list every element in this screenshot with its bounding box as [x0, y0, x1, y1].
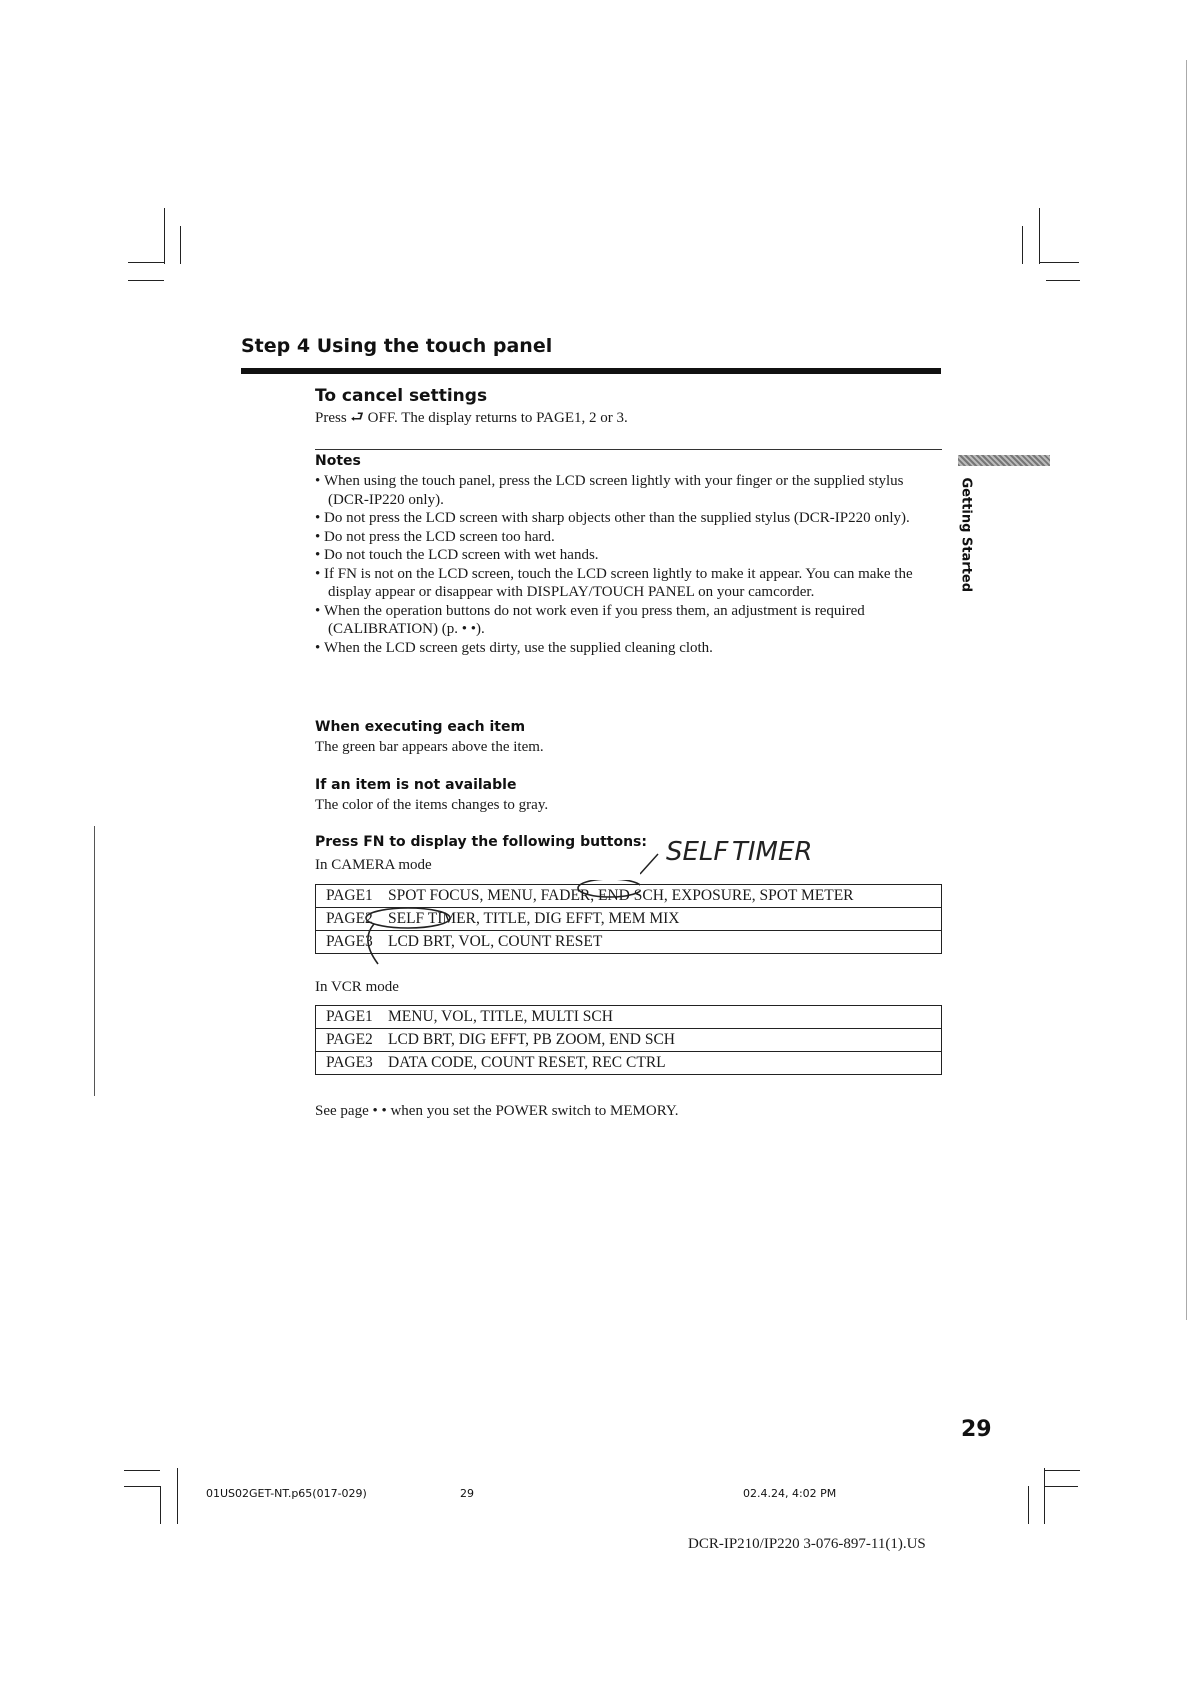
crop-mark-bottom-right-h: [1044, 1470, 1080, 1471]
page-number: 29: [961, 1417, 992, 1442]
notes-heading: Notes: [315, 453, 361, 469]
note-item: • If FN is not on the LCD screen, touch the LCD screen lightly to make it appear. You can make the display appear or disappear with DISPLAY/TOUCH PANEL on your camcorder.: [315, 565, 942, 602]
camera-mode-label: In CAMERA mode: [315, 857, 432, 873]
crop-mark-bottom-right-h2: [1044, 1486, 1078, 1487]
row-page: PAGE1: [326, 887, 373, 904]
crop-mark-bottom-right-v: [1028, 1486, 1029, 1524]
note-item: • When the operation buttons do not work even if you press them, an adjustment is required (CALIBRATION) (p. • •).: [315, 602, 942, 639]
note-item: • Do not press the LCD screen too hard.: [315, 528, 942, 547]
model-code: DCR-IP210/IP220 3-076-897-11(1).US: [688, 1536, 926, 1552]
table-row: [316, 1006, 942, 1029]
vcr-mode-label: In VCR mode: [315, 979, 399, 995]
notes-list: [315, 472, 942, 657]
row-items: MENU, VOL, TITLE, MULTI SCH: [388, 1008, 613, 1025]
table-row: [316, 1052, 942, 1075]
note-item: • Do not touch the LCD screen with wet hands.: [315, 546, 942, 565]
note-item: • When using the touch panel, press the LCD screen lightly with your finger or the supplied stylus (DCR-IP220 only).: [315, 472, 942, 509]
row-items: LCD BRT, VOL, COUNT RESET: [388, 933, 603, 950]
not-available-heading: If an item is not available: [315, 777, 517, 793]
row-items: SELF TIMER, TITLE, DIG EFFT, MEM MIX: [388, 910, 680, 927]
title-rule: [241, 368, 941, 374]
page-title: Step 4 Using the touch panel: [241, 335, 553, 357]
vcr-mode-table: [315, 1005, 942, 1075]
crop-mark-bottom-left-v: [160, 1486, 161, 1524]
row-page: PAGE1: [326, 1008, 373, 1025]
side-tab-bar: [958, 455, 1050, 466]
crop-mark-top-right-h: [1039, 262, 1079, 263]
footer-file: 01US02GET-NT.p65(017-029): [206, 1487, 367, 1500]
handwritten-markup: [360, 880, 640, 980]
crop-mark-top-right-v2: [1039, 208, 1040, 264]
footer-page: 29: [460, 1487, 474, 1500]
svg-text:SELF: SELF: [666, 837, 729, 867]
row-items: LCD BRT, DIG EFFT, PB ZOOM, END SCH: [388, 1031, 675, 1048]
row-page: PAGE3: [326, 1054, 373, 1071]
crop-mark-top-right-v: [1022, 226, 1023, 264]
row-page: PAGE3: [326, 933, 373, 950]
row-items: SPOT FOCUS, MENU, FADER, END SCH, EXPOSURE, SPOT METER: [388, 887, 854, 904]
left-margin-line: [94, 826, 95, 1096]
crop-mark-bottom-left-h: [124, 1470, 160, 1471]
note-item: • When the LCD screen gets dirty, use the supplied cleaning cloth.: [315, 639, 942, 658]
crop-mark-top-left-v: [164, 208, 165, 264]
row-page: PAGE2: [326, 1031, 373, 1048]
note-item: • Do not press the LCD screen with sharp objects other than the supplied stylus (DCR-IP220 only).: [315, 509, 942, 528]
executing-heading: When executing each item: [315, 719, 526, 735]
scan-edge-right: [1186, 60, 1187, 1320]
row-items: DATA CODE, COUNT RESET, REC CTRL: [388, 1054, 666, 1071]
svg-text:TIMER: TIMER: [732, 837, 813, 867]
crop-mark-top-left-h: [128, 262, 164, 263]
executing-text: The green bar appears above the item.: [315, 739, 544, 755]
see-page-note: See page • • when you set the POWER switch to MEMORY.: [315, 1103, 679, 1119]
fn-buttons-heading: Press FN to display the following buttons:: [315, 834, 647, 850]
crop-mark-bottom-left-v2: [177, 1468, 178, 1524]
crop-mark-top-left-v2: [180, 226, 181, 264]
handwriting-drawing: [640, 832, 820, 892]
handwritten-self-timer-note: [640, 832, 820, 892]
cancel-settings-text: Press ⮐ OFF. The display returns to PAGE1, 2 or 3.: [315, 410, 628, 426]
not-available-text: The color of the items changes to gray.: [315, 797, 549, 813]
row-page: PAGE2: [326, 910, 373, 927]
crop-mark-bottom-right-v2: [1044, 1468, 1045, 1524]
crop-mark-bottom-left-h2: [124, 1486, 160, 1487]
table-row: [316, 1029, 942, 1052]
cancel-settings-heading: To cancel settings: [315, 386, 488, 406]
notes-divider: [315, 449, 942, 450]
footer-date: 02.4.24, 4:02 PM: [743, 1487, 837, 1500]
side-tab-label: Getting Started: [958, 477, 974, 593]
crop-mark-top-right-h2: [1046, 280, 1080, 281]
crop-mark-top-left-h2: [128, 280, 164, 281]
